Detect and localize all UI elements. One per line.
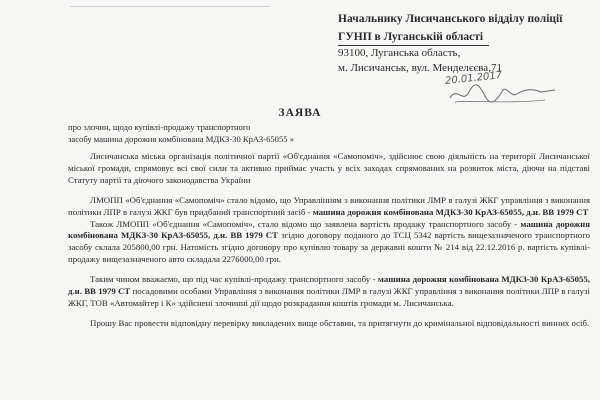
subject-line-2: засобу машина дорожня комбінована МДКЗ-30 КрАЗ-65055 » xyxy=(68,134,295,144)
addressee-line-4: м. Лисичанськ, вул. Менделєєва,71 xyxy=(338,61,502,74)
paragraph-2 xyxy=(68,195,590,219)
paragraph-3-text-a: Також ЛМОПП «Об'єднання «Самопоміч», стало відомо що заявлена вартість продажу транспортного засобу - xyxy=(90,218,521,229)
document-title: ЗАЯВА xyxy=(278,107,322,119)
paragraph-3-vehicle: машина дорожня комбінована МДКЗ-30 КрАЗ-65055, д.н. ВВ 1979 СТ xyxy=(68,218,590,241)
paragraph-2-vehicle: машина дорожня комбінована МДКЗ-30 КрАЗ-65055, д.н. ВВ 1979 СТ xyxy=(312,206,589,217)
paragraph-3-text-b: згідно договору поданого до ТСЦ 5342 вартість вищезазначеного транспортного засобу склала 205800,00 грн. Натомість згідно договору про купівлю товару за державні кошти № 214 від 22.12.2016 р. вартість купівлі-продажу вищезазначеного авто складала 2276000,00 грн. xyxy=(68,230,590,265)
paragraph-4-text-a: Таким чином вважаємо, що під час купівлі-продажу транспортного засобу - xyxy=(90,274,378,285)
paragraph-1: Лисичанська міська організація політичної партії «Об'єднання «Самопоміч», здійснює свою діяльність на території Лисичанської міської громади, спрямовує всі свої сили та активно приймає участь у всіх заходах спрямованих на розвиток міста, діючи на підставі Статуту партії та діючого законодавства України xyxy=(68,151,590,185)
addressee-line-3: 93100, Луганська область, xyxy=(338,47,461,59)
paragraph-4-vehicle: машина дорожня комбінована МДКЗ-30 КрАЗ-65055, д.н. ВВ 1979 СТ xyxy=(68,274,590,297)
paragraph-2-text: ЛМОПП «Об'єднання «Самопоміч» стало відомо, що Управлінням з виконання політики ЛМР в галузі ЖКГ управління з виконання політики ЛПР в галузі ЖКГ був придбаний транспортний засіб - xyxy=(68,194,590,217)
document-body xyxy=(68,151,590,330)
header-rule xyxy=(70,0,270,7)
addressee-line-1: Начальнику Лисичанського відділу поліції xyxy=(338,13,563,25)
paragraph-3 xyxy=(68,219,590,267)
handwritten-signature xyxy=(445,80,565,108)
subject-block xyxy=(68,121,328,145)
handwritten-date: 20.01.2017 xyxy=(444,70,503,87)
addressee-line-2: ГУНП в Луганській області xyxy=(338,30,489,46)
addressee-block xyxy=(338,12,588,75)
paragraph-4 xyxy=(68,274,590,310)
subject-line-1: про злочин, щодо купівлі-продажу транспортного xyxy=(68,122,251,132)
paragraph-5: Прошу Вас провести відповідну перевірку викладених вище обставин, та притягнути до кримінальної відповідальності винних осіб. xyxy=(90,317,590,328)
paragraph-4-text-b: посадовими особами Управління з виконання політики ЛМР в галузі ЖКГ управління з виконання політики ЛПР в галузі ЖКГ, ТОВ «Автомайтер і К» здійснені злочинні дії щодо розкрадання коштів громади м. Лисичанська. xyxy=(68,286,590,308)
